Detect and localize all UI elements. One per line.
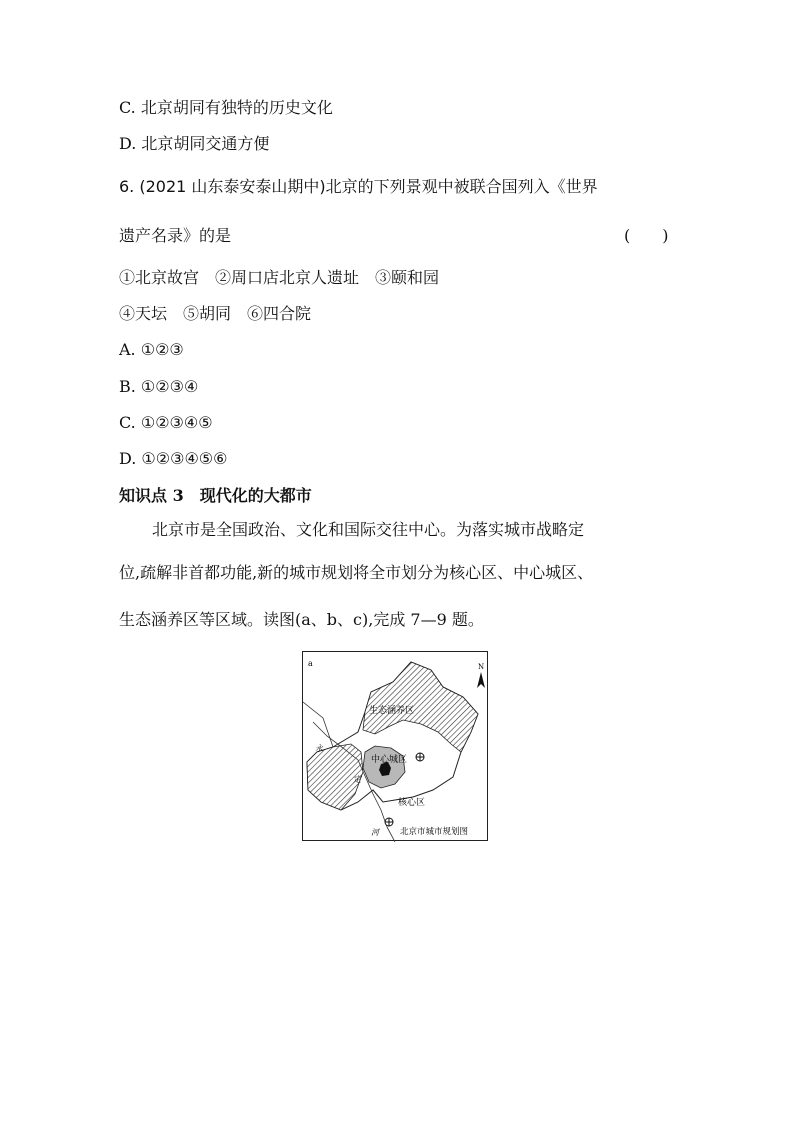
map-svg xyxy=(303,652,489,842)
question-6-line1: 6. (2021 山东泰安泰山期中)北京的下列景观中被联合国列入《世界 xyxy=(119,177,598,196)
paragraph-line2: 位,疏解非首都功能,新的城市规划将全市划分为核心区、中心城区、 xyxy=(119,563,594,582)
paragraph-line3: 生态涵养区等区域。读图(a、b、c),完成 7—9 题。 xyxy=(119,610,484,629)
north-arrow-icon xyxy=(477,672,485,688)
zone-label-core: 核心区 xyxy=(398,798,426,808)
airport-icon-south xyxy=(385,818,393,826)
map-caption: 北京市城市规划图 xyxy=(400,827,469,837)
question-6-option-a: A. ①②③ xyxy=(119,340,184,359)
zone-label-center: 中心城区 xyxy=(371,755,408,765)
question-6-items-row2: ④天坛 ⑤胡同 ⑥四合院 xyxy=(119,304,312,323)
border-line-south xyxy=(387,827,395,842)
question-6-option-c: C. ①②③④⑤ xyxy=(119,413,213,432)
river-label-3: 河 xyxy=(371,828,379,837)
river-label-1: 永 xyxy=(315,744,323,753)
answer-paren: ( ) xyxy=(624,226,669,245)
question-6-option-b: B. ①②③④ xyxy=(119,377,199,396)
section-heading: 知识点 3 现代化的大都市 xyxy=(119,486,312,505)
border-line-southwest xyxy=(303,702,333,747)
option-c-prev: C. 北京胡同有独特的历史文化 xyxy=(119,98,333,117)
option-d-prev: D. 北京胡同交通方便 xyxy=(119,134,270,153)
question-6-line2: 遗产名录》的是 xyxy=(119,226,232,245)
question-6-items-row1: ①北京故宫 ②周口店北京人遗址 ③颐和园 xyxy=(119,268,440,287)
paragraph-line1: 北京市是全国政治、文化和国际交往中心。为落实城市战略定 xyxy=(152,520,585,539)
river-label-2: 定 xyxy=(353,775,361,784)
zone-label-eco: 生态涵养区 xyxy=(369,706,415,716)
question-6-option-d: D. ①②③④⑤⑥ xyxy=(119,449,228,468)
beijing-planning-map xyxy=(302,651,488,841)
airport-icon-north xyxy=(416,753,424,761)
north-label: N xyxy=(478,663,485,671)
panel-label: a xyxy=(308,659,313,668)
